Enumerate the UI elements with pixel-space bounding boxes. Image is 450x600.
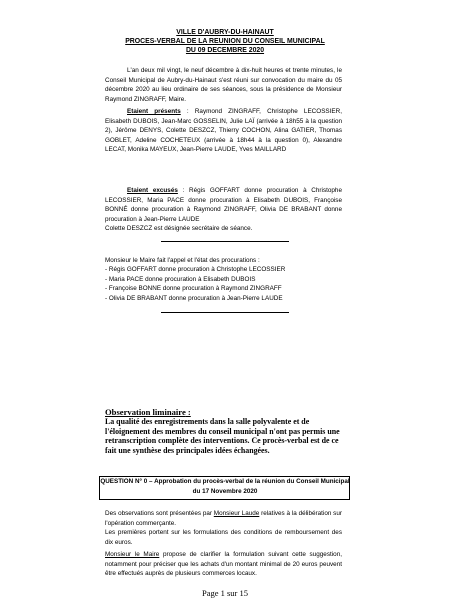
observation-text: La qualité des enregistrements dans la salle polyvalente et de l'éloignement des membres du conseil municipal n'ont pas permis une retranscription complète des interventions. Ce procès-verbal est de ce fait une synthèse des principales idées échangées. — [105, 417, 340, 455]
proxy-item: - Maria PACE donne procuration à Elisabeth DUBOIS — [105, 275, 256, 283]
body-text: Des observations sont présentées par — [105, 510, 214, 517]
proxy-item: - Françoise BONNE donne procuration à Raymond ZINGRAFF — [105, 285, 282, 292]
proxy-item: - Régis GOFFART donne procuration à Christophe LECOSSIER — [105, 266, 286, 273]
divider — [161, 312, 289, 313]
speaker-name: Monsieur le Maire — [105, 551, 160, 558]
observation-title: Observation liminaire — [105, 407, 186, 417]
attendees-label: Etaient présents — [127, 108, 181, 115]
body-text: propose de clarifier la formulation suivant cette suggestion, notamment pour préciser que les achats d'un montant minimal de 20 euros peuvent être effectués auprès de plusieurs commerces locaux. — [105, 551, 342, 577]
body-paragraph — [105, 509, 342, 528]
excused-list: : Régis GOFFART donne procuration à Christophe LECOSSIER, Maria PACE donne procuration à Elisabeth DUBOIS, Françoise BONNÉ donne procuration à Raymond ZINGRAFF, Olivia DE BRABANT donne procuration à Jean-Pierre LAUDE — [105, 187, 342, 223]
observation-heading — [105, 407, 191, 417]
excused-label: Etaient excusés — [127, 187, 178, 194]
secretary-line: Colette DESZCZ est désignée secrétaire de séance. — [105, 225, 253, 232]
divider — [161, 241, 289, 242]
town-title: VILLE D'AUBRY-DU-HAINAUT — [176, 29, 274, 36]
body-text: relatives à la délibération sur l'opération commerçante. — [105, 510, 342, 527]
attendees-paragraph — [105, 107, 342, 155]
body-paragraph: Les premières portent sur les formulations des conditions de remboursement des dix euros. — [105, 529, 342, 546]
minutes-title: PROCES-VERBAL DE LA REUNION DU CONSEIL MUNICIPAL — [125, 38, 325, 45]
speaker-name: Monsieur Laude — [213, 510, 260, 517]
intro-paragraph: L'an deux mil vingt, le neuf décembre à dix-huit heures et trente minutes, le Conseil Municipal de Aubry-du-Hainaut s'est réuni sur convocation du maire du 05 décembre 2020 au lieu ordinaire de ses séances, sous la présidence de Monsieur Raymond ZINGRAFF, Maire. — [105, 67, 342, 103]
proxy-list — [105, 265, 342, 303]
page-number: Page 1 sur 15 — [201, 588, 249, 598]
body-paragraph — [105, 550, 342, 579]
proxy-item: - Olivia DE BRABANT donne procuration à Jean-Pierre LAUDE — [105, 294, 283, 302]
observation-colon: : — [185, 407, 191, 417]
rollcall-intro: Monsieur le Maire fait l'appel et l'état des procurations : — [105, 257, 260, 264]
excused-paragraph — [105, 186, 342, 224]
question-title: QUESTION N° 0 – Approbation du procès-verbal de la réunion du Conseil Municipal du 17 Novembre 2020 — [100, 478, 350, 495]
attendees-list: : Raymond ZINGRAFF, Christophe LECOSSIER, Elisabeth DUBOIS, Jean-Marc GOSSELIN, Julie LAÏ (arrivée à 18h55 à la question 2), Jérôme DENYS, Colette DESZCZ, Thierry COCHON, Alina GATIER, Thomas GOBLET, Adeline COCHETEUX (arrivée à 18h44 à la question 0), Alexandre LECAT, Monika MAYEUX, Jean-Pierre LAUDE, Yves MAILLARD — [105, 108, 342, 153]
meeting-date: DU 09 DECEMBRE 2020 — [185, 47, 265, 54]
